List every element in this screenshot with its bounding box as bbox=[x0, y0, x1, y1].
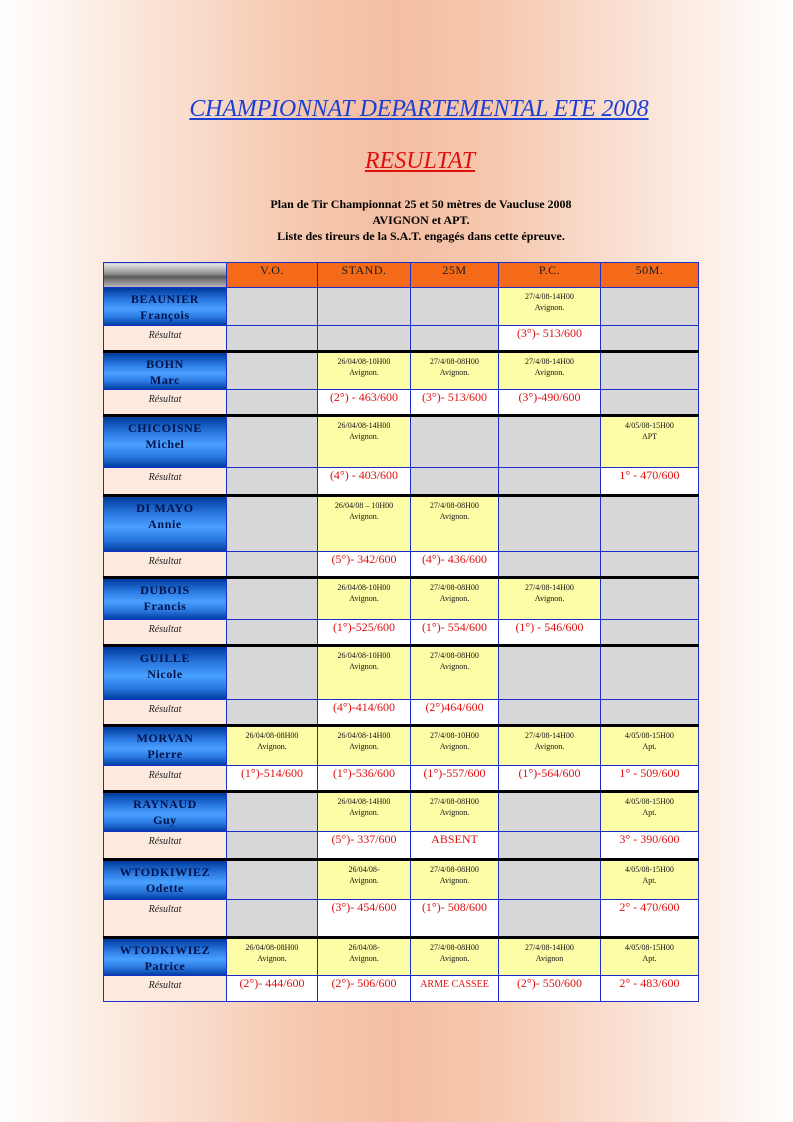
schedule-date: 27/4/08-08H00 bbox=[430, 651, 479, 660]
schedule-cell-50m bbox=[601, 646, 699, 700]
schedule-date: 26/04/08-10H00 bbox=[337, 651, 391, 660]
shooter-last-name: MORVAN bbox=[136, 731, 194, 745]
shooter-last-name: DI MAYO bbox=[136, 501, 194, 515]
shooter-name-cell bbox=[104, 416, 227, 468]
schedule-location: Apt. bbox=[642, 808, 657, 817]
schedule-location: Apt. bbox=[642, 954, 657, 963]
schedule-cell-stand bbox=[318, 792, 411, 832]
result-label: Résultat bbox=[104, 468, 227, 496]
result-cell-50m: 3° - 390/600 bbox=[601, 832, 699, 860]
result-cell-stand: (5°)- 337/600 bbox=[318, 832, 411, 860]
result-label: Résultat bbox=[104, 832, 227, 860]
schedule-date: 27/4/08-14H00 bbox=[525, 357, 574, 366]
shooter-result-row bbox=[104, 766, 699, 792]
result-label: Résultat bbox=[104, 976, 227, 1002]
schedule-date: 26/04/08-14H00 bbox=[337, 797, 391, 806]
schedule-cell-25m bbox=[411, 352, 499, 390]
column-header-stand: STAND. bbox=[318, 263, 411, 288]
schedule-cell-pc bbox=[499, 496, 601, 552]
schedule-date: 26/04/08-14H00 bbox=[337, 731, 391, 740]
schedule-location: Avignon. bbox=[439, 512, 470, 521]
schedule-cell-stand bbox=[318, 416, 411, 468]
result-cell-25m: (1°)- 508/600 bbox=[411, 900, 499, 938]
result-cell-25m: ARME CASSEE bbox=[411, 976, 499, 1002]
schedule-cell-25m bbox=[411, 646, 499, 700]
intro-line: Plan de Tir Championnat 25 et 50 mètres de Vaucluse 2008 bbox=[270, 197, 572, 211]
schedule-location: Avignon. bbox=[534, 594, 565, 603]
shooter-schedule-row bbox=[104, 352, 699, 390]
schedule-date: 27/4/08-14H00 bbox=[525, 292, 574, 301]
result-cell-pc: (2°)- 550/600 bbox=[499, 976, 601, 1002]
schedule-date: 27/4/08-10H00 bbox=[430, 731, 479, 740]
schedule-cell-pc bbox=[499, 578, 601, 620]
shooter-name-cell bbox=[104, 578, 227, 620]
schedule-cell-vo bbox=[227, 578, 318, 620]
schedule-cell-stand bbox=[318, 646, 411, 700]
result-label: Résultat bbox=[104, 620, 227, 646]
schedule-cell-vo bbox=[227, 792, 318, 832]
result-cell-pc: (3°)-490/600 bbox=[499, 390, 601, 416]
shooter-result-row bbox=[104, 552, 699, 578]
schedule-cell-50m bbox=[601, 726, 699, 766]
schedule-date: 26/04/08-14H00 bbox=[337, 421, 391, 430]
result-cell-50m: 1° - 509/600 bbox=[601, 766, 699, 792]
result-cell-vo bbox=[227, 832, 318, 860]
result-cell-25m: (1°)- 554/600 bbox=[411, 620, 499, 646]
schedule-location: Avignon. bbox=[349, 808, 379, 817]
schedule-cell-25m bbox=[411, 496, 499, 552]
schedule-cell-50m bbox=[601, 288, 699, 326]
schedule-location: Avignon. bbox=[439, 808, 470, 817]
result-cell-50m bbox=[601, 390, 699, 416]
shooter-last-name: RAYNAUD bbox=[133, 797, 197, 811]
result-cell-vo: (1°)-514/600 bbox=[227, 766, 318, 792]
shooter-first-name: Odette bbox=[145, 881, 185, 895]
result-cell-stand: (4°) - 403/600 bbox=[318, 468, 411, 496]
result-cell-stand: (2°)- 506/600 bbox=[318, 976, 411, 1002]
column-header-25m: 25M bbox=[411, 263, 499, 288]
schedule-location: Avignon. bbox=[439, 368, 470, 377]
schedule-date: 4/05/08-15H00 bbox=[625, 943, 674, 952]
result-cell-vo bbox=[227, 390, 318, 416]
schedule-cell-25m bbox=[411, 938, 499, 976]
schedule-cell-pc bbox=[499, 288, 601, 326]
result-cell-stand: (1°)-536/600 bbox=[318, 766, 411, 792]
schedule-cell-pc bbox=[499, 792, 601, 832]
result-cell-stand: (3°)- 454/600 bbox=[318, 900, 411, 938]
schedule-location: APT bbox=[641, 432, 658, 441]
shooter-result-row bbox=[104, 700, 699, 726]
schedule-cell-50m bbox=[601, 578, 699, 620]
shooter-result-row bbox=[104, 976, 699, 1002]
shooter-schedule-row bbox=[104, 792, 699, 832]
result-cell-stand bbox=[318, 326, 411, 352]
result-cell-50m bbox=[601, 326, 699, 352]
schedule-location: Avignon. bbox=[257, 742, 287, 751]
result-cell-vo bbox=[227, 700, 318, 726]
schedule-cell-50m bbox=[601, 860, 699, 900]
column-header-pc: P.C. bbox=[499, 263, 601, 288]
result-cell-vo bbox=[227, 900, 318, 938]
schedule-date: 26/04/08 – 10H00 bbox=[334, 501, 394, 510]
schedule-location: Avignon. bbox=[439, 594, 470, 603]
shooter-last-name: BOHN bbox=[146, 357, 184, 371]
schedule-date: 27/4/08-08H00 bbox=[430, 583, 479, 592]
schedule-location: Avignon. bbox=[534, 742, 565, 751]
shooter-schedule-row bbox=[104, 646, 699, 700]
schedule-date: 4/05/08-15H00 bbox=[625, 797, 674, 806]
schedule-cell-stand bbox=[318, 352, 411, 390]
result-cell-25m: (2°)464/600 bbox=[411, 700, 499, 726]
shooter-name-cell bbox=[104, 860, 227, 900]
shooter-first-name: Pierre bbox=[147, 747, 183, 761]
schedule-date: 4/05/08-15H00 bbox=[625, 731, 674, 740]
page-subtitle: RESULTAT bbox=[364, 148, 476, 174]
schedule-location: Avignon. bbox=[349, 742, 379, 751]
schedule-location: Avignon. bbox=[534, 303, 565, 312]
result-cell-50m: 2° - 470/600 bbox=[601, 900, 699, 938]
schedule-location: Avignon. bbox=[349, 512, 379, 521]
result-cell-pc bbox=[499, 832, 601, 860]
schedule-location: Avignon. bbox=[349, 662, 379, 671]
result-label: Résultat bbox=[104, 700, 227, 726]
schedule-cell-stand bbox=[318, 938, 411, 976]
schedule-date: 26/04/08- bbox=[348, 943, 380, 952]
schedule-cell-25m bbox=[411, 726, 499, 766]
schedule-location: Avignon bbox=[535, 954, 564, 963]
shooter-last-name: DUBOIS bbox=[140, 583, 190, 597]
result-cell-vo bbox=[227, 326, 318, 352]
shooter-name-cell bbox=[104, 352, 227, 390]
column-header-50m: 50M. bbox=[601, 263, 699, 288]
schedule-cell-stand bbox=[318, 726, 411, 766]
shooter-result-row bbox=[104, 390, 699, 416]
result-label: Résultat bbox=[104, 390, 227, 416]
schedule-cell-pc bbox=[499, 416, 601, 468]
shooter-first-name: Patrice bbox=[144, 959, 186, 973]
schedule-location: Avignon. bbox=[439, 876, 470, 885]
result-cell-vo bbox=[227, 620, 318, 646]
result-cell-pc bbox=[499, 900, 601, 938]
schedule-cell-pc bbox=[499, 352, 601, 390]
schedule-cell-vo bbox=[227, 288, 318, 326]
shooter-name-cell bbox=[104, 288, 227, 326]
shooter-first-name: François bbox=[140, 308, 190, 322]
schedule-cell-vo bbox=[227, 860, 318, 900]
shooter-first-name: Francis bbox=[143, 599, 187, 613]
result-cell-25m: (3°)- 513/600 bbox=[411, 390, 499, 416]
schedule-location: Avignon. bbox=[257, 954, 287, 963]
schedule-date: 27/4/08-08H00 bbox=[430, 501, 479, 510]
schedule-date: 4/05/08-15H00 bbox=[625, 865, 674, 874]
schedule-location: Avignon. bbox=[439, 742, 470, 751]
schedule-cell-25m bbox=[411, 860, 499, 900]
result-label: Résultat bbox=[104, 766, 227, 792]
schedule-cell-pc bbox=[499, 646, 601, 700]
schedule-location: Avignon. bbox=[349, 876, 379, 885]
shooter-last-name: WTODKIWIEZ bbox=[119, 943, 211, 957]
result-cell-stand: (5°)- 342/600 bbox=[318, 552, 411, 578]
header-row bbox=[104, 263, 699, 288]
schedule-cell-50m bbox=[601, 416, 699, 468]
shooter-schedule-row bbox=[104, 288, 699, 326]
shooter-first-name: Guy bbox=[153, 813, 177, 827]
schedule-cell-vo bbox=[227, 646, 318, 700]
result-cell-stand: (2°) - 463/600 bbox=[318, 390, 411, 416]
schedule-cell-vo bbox=[227, 416, 318, 468]
schedule-location: Avignon. bbox=[534, 368, 565, 377]
schedule-cell-pc bbox=[499, 726, 601, 766]
intro-line: AVIGNON et APT. bbox=[372, 213, 470, 227]
schedule-cell-stand bbox=[318, 496, 411, 552]
schedule-cell-25m bbox=[411, 416, 499, 468]
result-cell-stand: (1°)-525/600 bbox=[318, 620, 411, 646]
schedule-cell-50m bbox=[601, 938, 699, 976]
schedule-cell-pc bbox=[499, 860, 601, 900]
schedule-date: 26/04/08- bbox=[348, 865, 380, 874]
schedule-cell-25m bbox=[411, 288, 499, 326]
page-title: CHAMPIONNAT DEPARTEMENTAL ETE 2008 bbox=[189, 96, 649, 122]
result-cell-50m: 2° - 483/600 bbox=[601, 976, 699, 1002]
shooter-schedule-row bbox=[104, 578, 699, 620]
shooter-first-name: Michel bbox=[145, 437, 185, 451]
shooter-result-row bbox=[104, 468, 699, 496]
schedule-cell-25m bbox=[411, 792, 499, 832]
shooter-name-cell bbox=[104, 726, 227, 766]
intro-line: Liste des tireurs de la S.A.T. engagés dans cette épreuve. bbox=[277, 229, 565, 243]
result-cell-stand: (4°)-414/600 bbox=[318, 700, 411, 726]
schedule-cell-vo bbox=[227, 726, 318, 766]
results-table bbox=[103, 262, 699, 1002]
result-label: Résultat bbox=[104, 900, 227, 938]
schedule-cell-stand bbox=[318, 860, 411, 900]
shooter-first-name: Marc bbox=[149, 373, 181, 387]
result-cell-25m: (1°)-557/600 bbox=[411, 766, 499, 792]
shooter-name-cell bbox=[104, 646, 227, 700]
schedule-location: Avignon. bbox=[439, 662, 470, 671]
shooter-schedule-row bbox=[104, 860, 699, 900]
result-cell-50m bbox=[601, 552, 699, 578]
schedule-date: 26/04/08-10H00 bbox=[337, 357, 391, 366]
schedule-cell-pc bbox=[499, 938, 601, 976]
schedule-location: Apt. bbox=[642, 742, 657, 751]
schedule-location: Avignon. bbox=[439, 954, 470, 963]
shooter-last-name: GUILLE bbox=[139, 651, 191, 665]
shooter-last-name: BEAUNIER bbox=[130, 292, 200, 306]
result-cell-vo bbox=[227, 552, 318, 578]
schedule-date: 26/04/08-08H00 bbox=[245, 943, 299, 952]
result-cell-vo bbox=[227, 468, 318, 496]
schedule-date: 27/4/08-14H00 bbox=[525, 731, 574, 740]
schedule-cell-vo bbox=[227, 352, 318, 390]
schedule-date: 26/04/08-08H00 bbox=[245, 731, 299, 740]
shooter-result-row bbox=[104, 620, 699, 646]
schedule-date: 27/4/08-08H00 bbox=[430, 357, 479, 366]
schedule-date: 27/4/08-08H00 bbox=[430, 797, 479, 806]
schedule-location: Apt. bbox=[642, 876, 657, 885]
result-cell-25m: ABSENT bbox=[411, 832, 499, 860]
schedule-date: 27/4/08-08H00 bbox=[430, 865, 479, 874]
schedule-location: Avignon. bbox=[349, 954, 379, 963]
result-label: Résultat bbox=[104, 552, 227, 578]
result-cell-vo: (2°)- 444/600 bbox=[227, 976, 318, 1002]
result-cell-pc bbox=[499, 700, 601, 726]
shooter-schedule-row bbox=[104, 726, 699, 766]
schedule-cell-25m bbox=[411, 578, 499, 620]
column-header-vo: V.O. bbox=[227, 263, 318, 288]
schedule-date: 27/4/08-14H00 bbox=[525, 943, 574, 952]
shooter-result-row bbox=[104, 900, 699, 938]
result-cell-pc: (1°)-564/600 bbox=[499, 766, 601, 792]
corner-cell bbox=[104, 263, 227, 288]
shooter-name-cell bbox=[104, 496, 227, 552]
result-cell-pc bbox=[499, 468, 601, 496]
result-cell-pc: (1°) - 546/600 bbox=[499, 620, 601, 646]
schedule-cell-50m bbox=[601, 792, 699, 832]
schedule-cell-50m bbox=[601, 496, 699, 552]
shooter-schedule-row bbox=[104, 496, 699, 552]
schedule-cell-stand bbox=[318, 288, 411, 326]
shooter-result-row bbox=[104, 326, 699, 352]
result-cell-25m: (4°)- 436/600 bbox=[411, 552, 499, 578]
shooter-first-name: Nicole bbox=[147, 667, 183, 681]
schedule-location: Avignon. bbox=[349, 432, 379, 441]
shooter-name-cell bbox=[104, 938, 227, 976]
shooter-result-row bbox=[104, 832, 699, 860]
shooter-name-cell bbox=[104, 792, 227, 832]
schedule-date: 26/04/08-10H00 bbox=[337, 583, 391, 592]
shooter-first-name: Annie bbox=[148, 517, 182, 531]
result-cell-pc: (3°)- 513/600 bbox=[499, 326, 601, 352]
schedule-cell-stand bbox=[318, 578, 411, 620]
schedule-date: 4/05/08-15H00 bbox=[625, 421, 674, 430]
result-cell-pc bbox=[499, 552, 601, 578]
result-cell-50m: 1° - 470/600 bbox=[601, 468, 699, 496]
schedule-cell-vo bbox=[227, 496, 318, 552]
shooter-schedule-row bbox=[104, 938, 699, 976]
intro-block bbox=[0, 196, 793, 244]
result-cell-25m bbox=[411, 326, 499, 352]
shooter-schedule-row bbox=[104, 416, 699, 468]
schedule-location: Avignon. bbox=[349, 594, 379, 603]
result-cell-50m bbox=[601, 700, 699, 726]
schedule-location: Avignon. bbox=[349, 368, 379, 377]
schedule-date: 27/4/08-14H00 bbox=[525, 583, 574, 592]
schedule-cell-vo bbox=[227, 938, 318, 976]
result-cell-25m bbox=[411, 468, 499, 496]
schedule-date: 27/4/08-08H00 bbox=[430, 943, 479, 952]
schedule-cell-50m bbox=[601, 352, 699, 390]
shooter-last-name: WTODKIWIEZ bbox=[119, 865, 211, 879]
shooter-last-name: CHICOISNE bbox=[127, 421, 203, 435]
result-label: Résultat bbox=[104, 326, 227, 352]
result-cell-50m bbox=[601, 620, 699, 646]
